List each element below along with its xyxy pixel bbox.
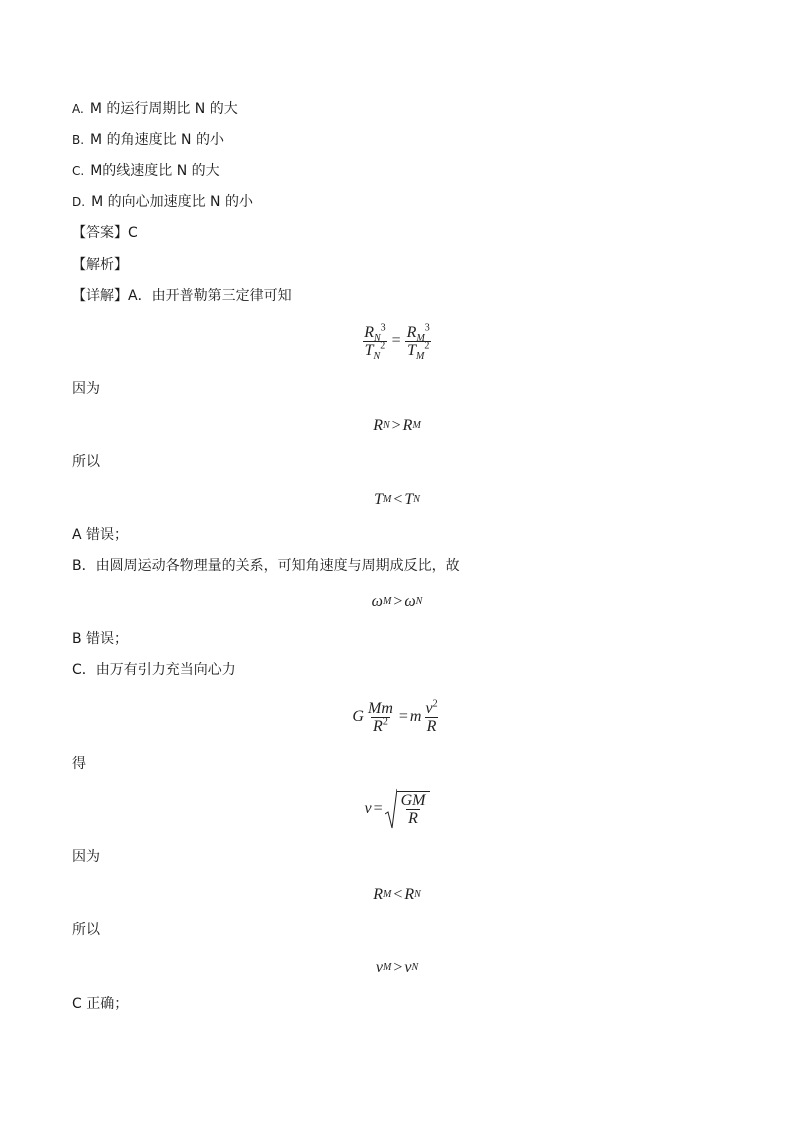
- because-label-2: 因为: [72, 849, 100, 865]
- analysis-label: 【解析】: [72, 257, 128, 273]
- option-c: [72, 162, 220, 180]
- option-letter: B.: [72, 133, 85, 147]
- option-b: [72, 131, 224, 149]
- a-wrong: A 错误；: [72, 527, 129, 543]
- detail-line: 【详解】A．由开普勒第三定律可知: [72, 288, 292, 304]
- option-d: [72, 193, 253, 211]
- option-letter: D.: [72, 195, 86, 209]
- option-text: M 的向心加速度比 N 的小: [91, 194, 253, 210]
- equation-kepler: [0, 318, 794, 364]
- option-text: M的线速度比 N 的大: [90, 163, 220, 179]
- option-letter: C.: [72, 164, 85, 178]
- sqrt-sign: $\frac{GM}{R}$: [385, 788, 430, 830]
- fraction: $\frac{Mm}{R^2}$: [367, 699, 393, 735]
- get-label: 得: [72, 756, 86, 772]
- so-label-2: 所以: [72, 922, 100, 938]
- fraction: $\frac{R_N^3}{T_N^2}$: [364, 322, 386, 362]
- c-correct: C 正确；: [72, 996, 129, 1012]
- radical-icon: [385, 788, 397, 830]
- equals-sign: =: [391, 332, 401, 349]
- option-a: [72, 100, 238, 118]
- so-label: 所以: [72, 454, 100, 470]
- fraction: $\frac{R_M^3}{T_M^2}$: [406, 322, 430, 362]
- equation-velocity: v = $\frac{GM}{R}$: [0, 786, 794, 832]
- option-text: M 的角速度比 N 的小: [90, 132, 224, 148]
- equation-gravity: G $\frac{Mm}{R^2}$ = m $\frac{v^2}{R}$: [352, 698, 438, 735]
- equation-rm-lt-rn: R M < R N: [373, 886, 421, 903]
- answer-line: 【答案】C: [72, 225, 138, 241]
- option-text: M 的运行周期比 N 的大: [89, 101, 238, 117]
- equation-rn-gt-rm: R N > R M: [373, 417, 421, 434]
- option-letter: A.: [72, 102, 84, 116]
- because-label: 因为: [72, 381, 100, 397]
- equation-vm-gt-vn: v M > v N: [375, 959, 419, 976]
- b-text: B．由圆周运动各物理量的关系，可知角速度与周期成反比，故: [72, 558, 460, 574]
- fraction: $\frac{v^2}{R}$: [425, 698, 438, 735]
- c-text: C．由万有引力充当向心力: [72, 662, 236, 678]
- equation-omega: ω M > ω N: [371, 593, 423, 610]
- equation-tm-lt-tn: T M < T N: [374, 491, 420, 508]
- b-wrong: B 错误；: [72, 631, 129, 647]
